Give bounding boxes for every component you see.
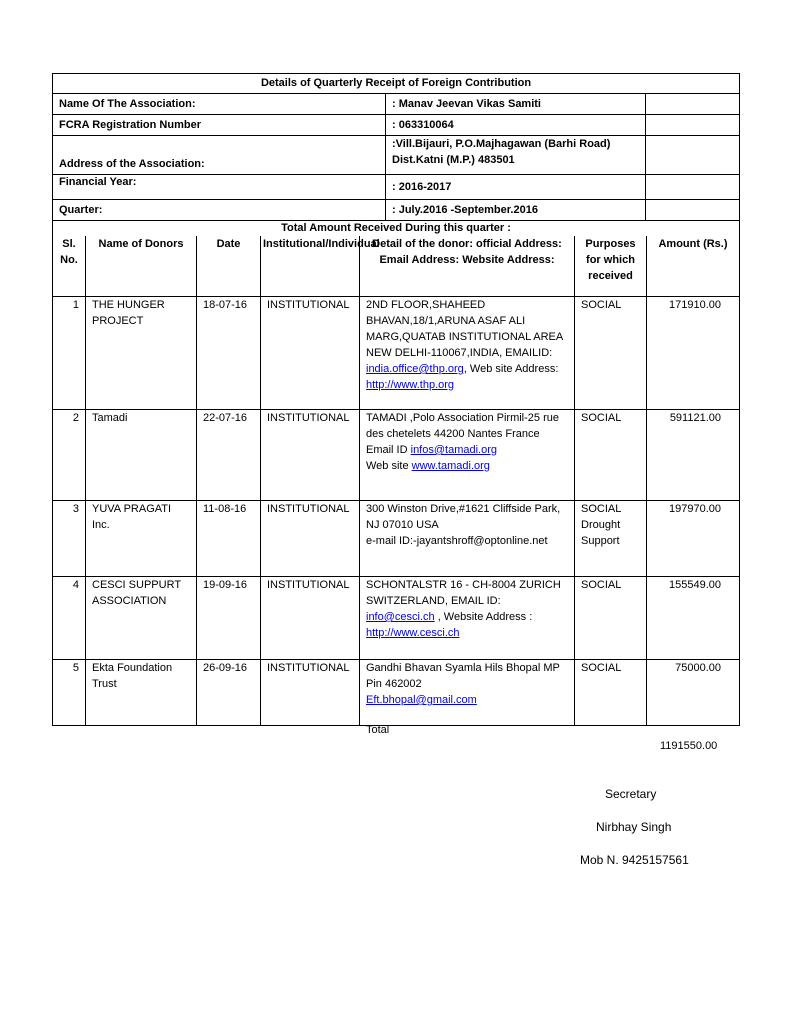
row-amount: 155549.00 <box>647 577 740 660</box>
row-donor: CESCI SUPPURT ASSOCIATION <box>86 577 197 660</box>
table-row <box>53 410 740 501</box>
email-prefix: Email ID <box>366 444 411 456</box>
fcra-label: FCRA Registration Number <box>53 115 386 136</box>
row-detail <box>360 660 575 726</box>
fcra-value: : 063310064 <box>386 115 646 136</box>
website-link[interactable]: www.tamadi.org <box>411 460 490 472</box>
detail-text: 2ND FLOOR,SHAHEED BHAVAN,18/1,ARUNA ASAF ALI MARG,QUATAB INSTITUTIONAL AREA NEW DELHI-110067,INDIA, EMAILID: <box>366 299 563 359</box>
website-line <box>366 458 568 474</box>
detail-text: Gandhi Bhavan Syamla Hils Bhopal MP Pin 462002 <box>366 662 560 690</box>
row-date: 11-08-16 <box>197 501 261 577</box>
website-link[interactable]: http://www.cesci.ch <box>366 627 460 639</box>
address-label: Address of the Association: <box>53 136 386 175</box>
col-header-purpose: Purposes for which received <box>575 236 647 297</box>
row-detail <box>360 501 575 577</box>
row-purpose: SOCIAL <box>575 660 647 726</box>
financial-year-label: Financial Year: <box>53 175 386 200</box>
row-detail <box>360 410 575 501</box>
table-row <box>53 577 740 660</box>
row-sl: 2 <box>53 410 86 501</box>
donor-table <box>52 236 740 726</box>
email-link[interactable]: india.office@thp.org <box>366 363 464 375</box>
row-date: 19-09-16 <box>197 577 261 660</box>
website-prefix: Web site <box>366 460 412 472</box>
quarter-total-heading: Total Amount Received During this quarter : <box>53 221 740 237</box>
col-header-detail: Detail of the donor: official Address: Email Address: Website Address: <box>360 236 575 297</box>
address-line-1: :Vill.Bijauri, P.O.Majhagawan (Barhi Road) <box>392 138 611 150</box>
address-line-2: Dist.Katni (M.P.) 483501 <box>392 154 515 166</box>
table-row <box>53 660 740 726</box>
empty-cell <box>646 115 740 136</box>
row-date: 18-07-16 <box>197 297 261 410</box>
detail-mid: , Web site Address: <box>463 363 559 375</box>
row-date: 22-07-16 <box>197 410 261 501</box>
detail-text: SCHONTALSTR 16 - CH-8004 ZURICH SWITZERLAND, EMAIL ID: <box>366 579 561 607</box>
row-sl: 1 <box>53 297 86 410</box>
row-type: INSTITUTIONAL <box>261 501 360 577</box>
row-type: INSTITUTIONAL <box>261 410 360 501</box>
row-amount: 75000.00 <box>647 660 740 726</box>
row-type: INSTITUTIONAL <box>261 577 360 660</box>
email-line: e-mail ID:-jayantshroff@optonline.net <box>366 535 548 547</box>
row-donor: Ekta Foundation Trust <box>86 660 197 726</box>
signatory-role: Secretary <box>605 787 657 801</box>
row-amount: 171910.00 <box>647 297 740 410</box>
email-line <box>366 442 568 458</box>
address-value <box>386 136 646 175</box>
row-amount: 197970.00 <box>647 501 740 577</box>
row-purpose: SOCIAL <box>575 297 647 410</box>
empty-cell <box>646 175 740 200</box>
email-link[interactable]: infos@tamadi.org <box>410 444 497 456</box>
col-header-type: Institutional/Individual <box>261 236 360 297</box>
receipt-sheet <box>52 73 739 726</box>
total-amount: 1191550.00 <box>660 740 718 752</box>
email-link[interactable]: Eft.bhopal@gmail.com <box>366 694 477 706</box>
row-type: INSTITUTIONAL <box>261 660 360 726</box>
row-donor: THE HUNGER PROJECT <box>86 297 197 410</box>
empty-cell <box>646 200 740 221</box>
col-header-donor: Name of Donors <box>86 236 197 297</box>
empty-cell <box>646 136 740 175</box>
signatory-mobile: Mob N. 9425157561 <box>580 853 689 867</box>
row-purpose: SOCIAL <box>575 577 647 660</box>
detail-mid: , Website Address : <box>434 611 533 623</box>
row-detail <box>360 577 575 660</box>
row-sl: 5 <box>53 660 86 726</box>
row-purpose: SOCIAL Drought Support <box>575 501 647 577</box>
association-value: : Manav Jeevan Vikas Samiti <box>386 94 646 115</box>
row-type: INSTITUTIONAL <box>261 297 360 410</box>
row-purpose: SOCIAL <box>575 410 647 501</box>
quarter-label: Quarter: <box>53 200 386 221</box>
table-row <box>53 501 740 577</box>
col-header-sl: Sl. No. <box>53 236 86 297</box>
header-table <box>52 73 740 236</box>
row-date: 26-09-16 <box>197 660 261 726</box>
quarter-value: : July.2016 -September.2016 <box>386 200 646 221</box>
detail-text: 300 Winston Drive,#1621 Cliffside Park, NJ 07010 USA <box>366 503 561 531</box>
association-label: Name Of The Association: <box>53 94 386 115</box>
empty-cell <box>646 94 740 115</box>
signatory-name: Nirbhay Singh <box>596 820 672 834</box>
row-donor: Tamadi <box>86 410 197 501</box>
row-donor: YUVA PRAGATI Inc. <box>86 501 197 577</box>
email-link[interactable]: info@cesci.ch <box>366 611 435 623</box>
col-header-amount: Amount (Rs.) <box>647 236 740 297</box>
financial-year-value: : 2016-2017 <box>386 175 646 200</box>
row-sl: 3 <box>53 501 86 577</box>
table-row <box>53 297 740 410</box>
detail-text: TAMADI ,Polo Association Pirmil-25 rue des chetelets 44200 Nantes France <box>366 412 559 440</box>
col-header-date: Date <box>197 236 261 297</box>
document-title: Details of Quarterly Receipt of Foreign Contribution <box>53 74 740 94</box>
website-link[interactable]: http://www.thp.org <box>366 379 455 391</box>
row-detail <box>360 297 575 410</box>
row-amount: 591121.00 <box>647 410 740 501</box>
total-label: Total <box>366 724 390 736</box>
row-sl: 4 <box>53 577 86 660</box>
table-header-row <box>53 236 740 297</box>
